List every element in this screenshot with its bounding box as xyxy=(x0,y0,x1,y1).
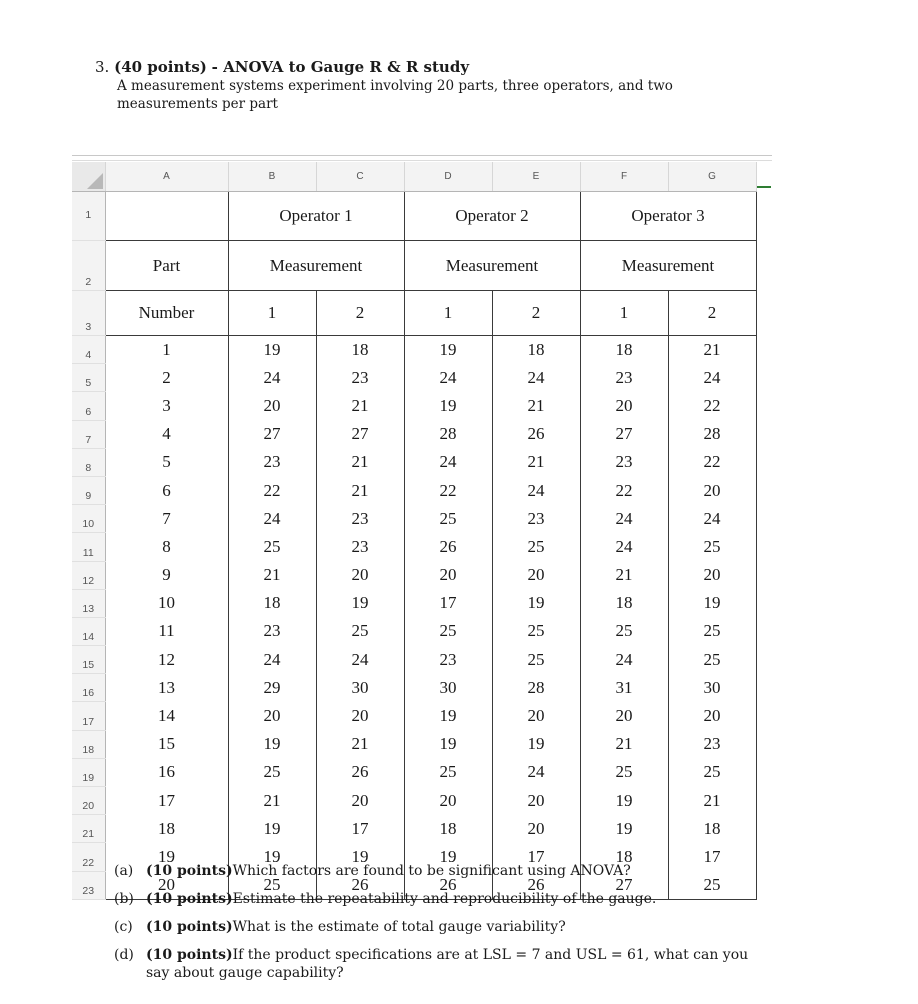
measurement-cell[interactable]: 26 xyxy=(492,871,580,899)
sheet-divider xyxy=(72,155,772,156)
measurement-cell[interactable]: 21 xyxy=(580,730,668,758)
table-row xyxy=(72,702,756,730)
row-number[interactable]: 19 xyxy=(72,758,105,786)
part-number-cell[interactable]: 15 xyxy=(105,730,228,758)
table-row xyxy=(72,787,756,815)
measurement-cell[interactable]: 30 xyxy=(316,674,404,702)
measurement-header[interactable]: Measurement xyxy=(580,241,756,291)
measurement-cell[interactable]: 25 xyxy=(228,533,316,561)
part-number-cell[interactable]: 10 xyxy=(105,589,228,617)
question-item xyxy=(114,890,754,908)
table-row xyxy=(72,364,756,392)
table-row xyxy=(72,815,756,843)
measurement-cell[interactable]: 25 xyxy=(668,617,756,645)
measurement-cell[interactable]: 20 xyxy=(668,702,756,730)
part-number-cell[interactable]: 1 xyxy=(105,336,228,364)
question-points: (10 points) xyxy=(146,863,233,879)
measurement-cell[interactable]: 27 xyxy=(316,420,404,448)
row-number[interactable]: 22 xyxy=(72,843,105,871)
measurement-cell[interactable]: 24 xyxy=(228,364,316,392)
measurement-cell[interactable]: 18 xyxy=(580,843,668,871)
measurement-cell[interactable]: 24 xyxy=(404,364,492,392)
measurement-cell[interactable]: 24 xyxy=(228,646,316,674)
operator-header-2[interactable]: Operator 2 xyxy=(404,192,580,241)
measurement-cell[interactable]: 25 xyxy=(492,646,580,674)
measurement-cell[interactable]: 25 xyxy=(404,617,492,645)
measurement-cell[interactable]: 30 xyxy=(668,674,756,702)
row-number[interactable]: 12 xyxy=(72,561,105,589)
row-number[interactable]: 18 xyxy=(72,730,105,758)
problem-number: 3. xyxy=(95,58,110,76)
measurement-header[interactable]: Measurement xyxy=(404,241,580,291)
column-header-row xyxy=(72,162,756,192)
table-row xyxy=(72,561,756,589)
measurement-cell[interactable]: 18 xyxy=(668,815,756,843)
trial-header[interactable]: 2 xyxy=(316,291,404,336)
part-number-cell[interactable]: 7 xyxy=(105,505,228,533)
measurement-cell[interactable]: 19 xyxy=(228,815,316,843)
measurement-cell[interactable]: 20 xyxy=(492,787,580,815)
measurement-cell[interactable]: 26 xyxy=(404,533,492,561)
operator-header-3[interactable]: Operator 3 xyxy=(580,192,756,241)
measurement-cell[interactable]: 18 xyxy=(492,336,580,364)
measurement-cell[interactable]: 25 xyxy=(404,505,492,533)
measurement-cell[interactable]: 21 xyxy=(580,561,668,589)
column-header-c[interactable]: C xyxy=(316,162,404,192)
problem-title: - ANOVA to Gauge R & R study xyxy=(211,58,470,76)
measurement-cell[interactable]: 17 xyxy=(668,843,756,871)
measurement-cell[interactable]: 18 xyxy=(228,589,316,617)
trial-header[interactable]: 2 xyxy=(492,291,580,336)
measurement-cell[interactable]: 24 xyxy=(492,758,580,786)
question-label: (b) xyxy=(114,891,134,907)
row-number[interactable]: 11 xyxy=(72,533,105,561)
sheet-divider xyxy=(72,160,772,161)
measurement-cell[interactable]: 24 xyxy=(668,505,756,533)
measurement-cell[interactable]: 27 xyxy=(580,420,668,448)
measurement-cell[interactable]: 19 xyxy=(668,589,756,617)
measurement-cell[interactable]: 25 xyxy=(228,758,316,786)
measurement-cell[interactable]: 18 xyxy=(404,815,492,843)
part-number-cell[interactable]: 20 xyxy=(105,871,228,899)
spreadsheet-table xyxy=(72,162,757,900)
question-text: Which factors are found to be significant using ANOVA? xyxy=(232,863,631,879)
measurement-cell[interactable]: 20 xyxy=(228,392,316,420)
selection-mark xyxy=(757,186,771,188)
column-header-a[interactable]: A xyxy=(105,162,228,192)
row-number[interactable]: 5 xyxy=(72,364,105,392)
measurement-cell[interactable]: 25 xyxy=(668,533,756,561)
table-row xyxy=(72,533,756,561)
measurement-cell[interactable]: 19 xyxy=(492,730,580,758)
measurement-cell[interactable]: 19 xyxy=(228,336,316,364)
measurement-cell[interactable]: 28 xyxy=(404,420,492,448)
part-number-cell[interactable]: 14 xyxy=(105,702,228,730)
part-number-cell[interactable]: 12 xyxy=(105,646,228,674)
table-row xyxy=(72,476,756,504)
row-number[interactable]: 15 xyxy=(72,646,105,674)
measurement-cell[interactable]: 31 xyxy=(580,674,668,702)
row-number[interactable]: 1 xyxy=(72,192,105,241)
part-number-cell[interactable]: 18 xyxy=(105,815,228,843)
row-number[interactable]: 10 xyxy=(72,505,105,533)
measurement-cell[interactable]: 19 xyxy=(228,730,316,758)
measurement-cell[interactable]: 21 xyxy=(492,448,580,476)
table-row xyxy=(72,617,756,645)
trial-header[interactable]: 1 xyxy=(580,291,668,336)
column-header-g[interactable]: G xyxy=(668,162,756,192)
row-number[interactable]: 7 xyxy=(72,420,105,448)
table-row xyxy=(72,241,756,291)
measurement-cell[interactable]: 27 xyxy=(580,871,668,899)
measurement-cell[interactable]: 25 xyxy=(492,617,580,645)
question-item xyxy=(114,946,754,982)
column-header-e[interactable]: E xyxy=(492,162,580,192)
measurement-cell[interactable]: 20 xyxy=(316,787,404,815)
row-number[interactable]: 17 xyxy=(72,702,105,730)
part-number-cell[interactable]: 9 xyxy=(105,561,228,589)
measurement-cell[interactable]: 18 xyxy=(580,336,668,364)
corner-triangle-icon xyxy=(87,173,103,189)
problem-statement xyxy=(95,57,855,113)
measurement-cell[interactable]: 23 xyxy=(668,730,756,758)
part-number-cell[interactable]: 11 xyxy=(105,617,228,645)
table-row xyxy=(72,758,756,786)
measurement-cell[interactable]: 20 xyxy=(492,702,580,730)
part-number-cell[interactable]: 19 xyxy=(105,843,228,871)
measurement-cell[interactable]: 19 xyxy=(404,392,492,420)
row-number[interactable]: 4 xyxy=(72,336,105,364)
measurement-cell[interactable]: 23 xyxy=(316,364,404,392)
part-number-cell[interactable]: 17 xyxy=(105,787,228,815)
measurement-cell[interactable]: 21 xyxy=(316,392,404,420)
measurement-cell[interactable]: 20 xyxy=(404,561,492,589)
table-row xyxy=(72,448,756,476)
question-label: (a) xyxy=(114,863,134,879)
measurement-cell[interactable]: 21 xyxy=(492,392,580,420)
measurement-cell[interactable]: 17 xyxy=(316,815,404,843)
row-number[interactable]: 20 xyxy=(72,787,105,815)
measurement-cell[interactable]: 21 xyxy=(316,730,404,758)
measurement-cell[interactable]: 19 xyxy=(492,589,580,617)
row-number[interactable]: 6 xyxy=(72,392,105,420)
question-text: If the product specifications are at LSL = 7 and USL = 61, what can you say about gauge capability? xyxy=(146,947,749,981)
question-points: (10 points) xyxy=(146,891,233,907)
measurement-cell[interactable]: 24 xyxy=(228,505,316,533)
row-number[interactable]: 3 xyxy=(72,291,105,336)
measurement-cell[interactable]: 29 xyxy=(228,674,316,702)
measurement-cell[interactable]: 30 xyxy=(404,674,492,702)
row-number[interactable]: 21 xyxy=(72,815,105,843)
measurement-cell[interactable]: 24 xyxy=(580,505,668,533)
measurement-cell[interactable]: 25 xyxy=(668,646,756,674)
measurement-cell[interactable]: 22 xyxy=(668,392,756,420)
measurement-cell[interactable]: 28 xyxy=(668,420,756,448)
measurement-cell[interactable]: 20 xyxy=(228,702,316,730)
measurement-cell[interactable]: 19 xyxy=(404,730,492,758)
measurement-cell[interactable]: 28 xyxy=(492,674,580,702)
measurement-cell[interactable]: 25 xyxy=(580,617,668,645)
question-text: Estimate the repeatability and reproducibility of the gauge. xyxy=(232,891,657,907)
measurement-cell[interactable]: 20 xyxy=(316,702,404,730)
table-row xyxy=(72,420,756,448)
measurement-cell[interactable]: 19 xyxy=(404,843,492,871)
measurement-cell[interactable]: 20 xyxy=(316,561,404,589)
table-row xyxy=(72,505,756,533)
trial-header[interactable]: 1 xyxy=(228,291,316,336)
measurement-cell[interactable]: 22 xyxy=(404,476,492,504)
measurement-cell[interactable]: 23 xyxy=(316,505,404,533)
measurement-cell[interactable]: 27 xyxy=(228,420,316,448)
measurement-cell[interactable]: 19 xyxy=(228,843,316,871)
measurement-cell[interactable]: 24 xyxy=(404,448,492,476)
measurement-cell[interactable]: 24 xyxy=(492,476,580,504)
row-number[interactable]: 16 xyxy=(72,674,105,702)
measurement-cell[interactable]: 17 xyxy=(492,843,580,871)
measurement-cell[interactable]: 26 xyxy=(404,871,492,899)
measurement-cell[interactable]: 24 xyxy=(316,646,404,674)
table-row xyxy=(72,336,756,364)
table-row xyxy=(72,291,756,336)
measurement-cell[interactable]: 19 xyxy=(580,787,668,815)
table-row xyxy=(72,674,756,702)
table-row xyxy=(72,392,756,420)
measurement-cell[interactable]: 19 xyxy=(404,336,492,364)
measurement-header[interactable]: Measurement xyxy=(228,241,404,291)
measurement-cell[interactable]: 20 xyxy=(668,561,756,589)
part-number-cell[interactable]: 4 xyxy=(105,420,228,448)
measurement-cell[interactable]: 22 xyxy=(228,476,316,504)
table-row xyxy=(72,192,756,241)
measurement-cell[interactable]: 20 xyxy=(492,561,580,589)
measurement-cell[interactable]: 22 xyxy=(668,448,756,476)
measurement-cell[interactable]: 17 xyxy=(404,589,492,617)
measurement-cell[interactable]: 26 xyxy=(316,758,404,786)
measurement-cell[interactable]: 21 xyxy=(668,787,756,815)
select-all-corner[interactable] xyxy=(72,162,105,192)
measurement-cell[interactable]: 25 xyxy=(492,533,580,561)
measurement-cell[interactable]: 24 xyxy=(492,364,580,392)
question-list xyxy=(114,862,754,992)
measurement-cell[interactable]: 20 xyxy=(580,392,668,420)
part-number-cell[interactable]: 5 xyxy=(105,448,228,476)
question-points: (10 points) xyxy=(146,919,233,935)
measurement-cell[interactable]: 25 xyxy=(316,617,404,645)
measurement-cell[interactable]: 24 xyxy=(580,646,668,674)
column-header-b[interactable]: B xyxy=(228,162,316,192)
measurement-cell[interactable]: 23 xyxy=(580,448,668,476)
measurement-cell[interactable]: 18 xyxy=(316,336,404,364)
part-number-cell[interactable]: 6 xyxy=(105,476,228,504)
measurement-cell[interactable]: 24 xyxy=(668,364,756,392)
measurement-cell[interactable]: 24 xyxy=(580,533,668,561)
part-number-cell[interactable]: 2 xyxy=(105,364,228,392)
measurement-cell[interactable]: 23 xyxy=(228,617,316,645)
part-number-cell[interactable]: 13 xyxy=(105,674,228,702)
question-label: (d) xyxy=(114,947,134,963)
measurement-cell[interactable]: 21 xyxy=(316,448,404,476)
measurement-cell[interactable]: 26 xyxy=(316,871,404,899)
row-number[interactable]: 14 xyxy=(72,617,105,645)
question-item xyxy=(114,862,754,880)
column-header-f[interactable]: F xyxy=(580,162,668,192)
row-number[interactable]: 2 xyxy=(72,241,105,291)
measurement-cell[interactable]: 21 xyxy=(228,787,316,815)
measurement-cell[interactable]: 21 xyxy=(228,561,316,589)
measurement-cell[interactable]: 19 xyxy=(580,815,668,843)
measurement-cell[interactable]: 23 xyxy=(580,364,668,392)
trial-header[interactable]: 1 xyxy=(404,291,492,336)
part-number-cell[interactable]: 3 xyxy=(105,392,228,420)
measurement-cell[interactable]: 18 xyxy=(580,589,668,617)
table-row xyxy=(72,646,756,674)
part-header[interactable]: Part xyxy=(105,241,228,291)
question-text: What is the estimate of total gauge variability? xyxy=(232,919,566,935)
operator-header-1[interactable]: Operator 1 xyxy=(228,192,404,241)
row-number[interactable]: 8 xyxy=(72,448,105,476)
question-item xyxy=(114,918,754,936)
cell-blank[interactable] xyxy=(105,192,228,241)
measurement-cell[interactable]: 20 xyxy=(492,815,580,843)
part-number-cell[interactable]: 8 xyxy=(105,533,228,561)
measurement-cell[interactable]: 19 xyxy=(404,702,492,730)
measurement-cell[interactable]: 20 xyxy=(404,787,492,815)
problem-points: (40 points) xyxy=(114,58,207,76)
measurement-cell[interactable]: 21 xyxy=(668,336,756,364)
measurement-cell[interactable]: 25 xyxy=(668,871,756,899)
measurement-cell[interactable]: 19 xyxy=(316,843,404,871)
measurement-cell[interactable]: 20 xyxy=(668,476,756,504)
measurement-cell[interactable]: 23 xyxy=(228,448,316,476)
measurement-cell[interactable]: 25 xyxy=(580,758,668,786)
question-label: (c) xyxy=(114,919,133,935)
measurement-cell[interactable]: 23 xyxy=(316,533,404,561)
problem-description: A measurement systems experiment involving 20 parts, three operators, and two measurements per part xyxy=(117,78,673,112)
measurement-cell[interactable]: 22 xyxy=(580,476,668,504)
measurement-cell[interactable]: 25 xyxy=(404,758,492,786)
question-points: (10 points) xyxy=(146,947,233,963)
row-number[interactable]: 9 xyxy=(72,476,105,504)
measurement-cell[interactable]: 19 xyxy=(316,589,404,617)
measurement-cell[interactable]: 25 xyxy=(228,871,316,899)
row-number[interactable]: 13 xyxy=(72,589,105,617)
number-header[interactable]: Number xyxy=(105,291,228,336)
measurement-cell[interactable]: 20 xyxy=(580,702,668,730)
trial-header[interactable]: 2 xyxy=(668,291,756,336)
problem-heading xyxy=(95,57,855,77)
part-number-cell[interactable]: 16 xyxy=(105,758,228,786)
table-row xyxy=(72,730,756,758)
table-row xyxy=(72,589,756,617)
measurement-cell[interactable]: 23 xyxy=(404,646,492,674)
measurement-cell[interactable]: 21 xyxy=(316,476,404,504)
row-number[interactable]: 23 xyxy=(72,871,105,899)
measurement-cell[interactable]: 23 xyxy=(492,505,580,533)
measurement-cell[interactable]: 25 xyxy=(668,758,756,786)
measurement-cell[interactable]: 26 xyxy=(492,420,580,448)
column-header-d[interactable]: D xyxy=(404,162,492,192)
